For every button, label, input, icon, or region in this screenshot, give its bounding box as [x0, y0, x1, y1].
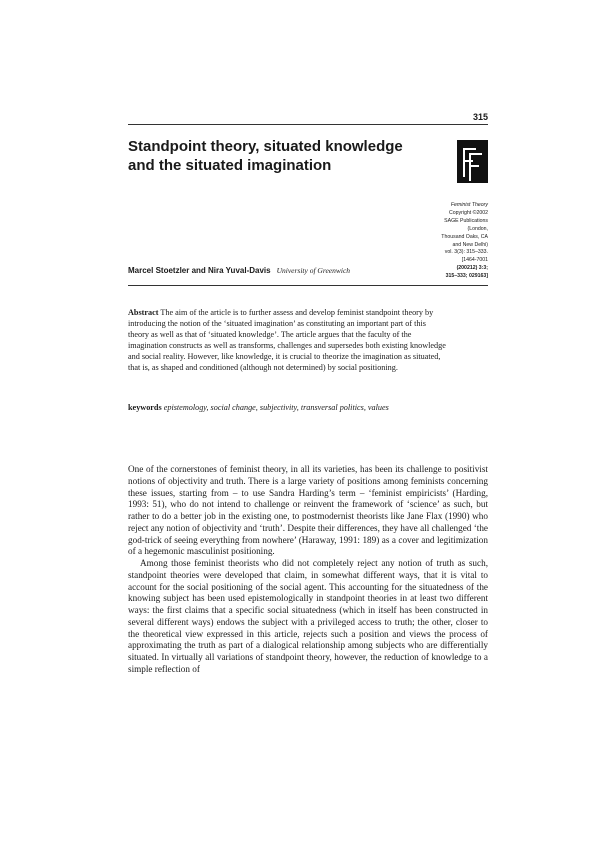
abstract: [128, 308, 448, 373]
publisher: SAGE Publications: [444, 217, 488, 224]
keywords-text: epistemology, social change, subjectivity, transversal politics, values: [163, 403, 389, 412]
body-text: [128, 464, 488, 676]
body-paragraph: One of the cornerstones of feminist theory, in all its varieties, has been its challenge to positivist notions of objectivity and truth. There is a large variety of positions among feminists concerning these issues, starting from – to use Sandra Harding’s term – ‘feminist empiricists’ (Harding, 1993: 51), who do not intend to challenge or reinvent the framework of ‘science’ as such, but rather to do a better job in the existing one, to postmodernist theorists like Jane Flax (1990) who reject any notion of objectivity and ‘truth’. Despite their differences, they have all challenged ‘the god-trick of seeing everything from nowhere’ (Haraway, 1991: 189) as a cover and legitimization of a hegemonic masculinist positioning.: [128, 464, 488, 557]
keywords: [128, 403, 458, 414]
location-line: Thousand Oaks, CA: [441, 233, 488, 240]
abstract-text: The aim of the article is to further assess and develop feminist standpoint theory by introducing the notion of the ‘situated imagination’ as constituting an important part of this theory as well as that of ‘situated knowledge’. The article argues that the faculty of the imagination constructs as well as transforms, challenges and supersedes both existing knowledge and social reality. However, like knowledge, it is crucial to theorize the imagination as situated, that is, as shaped and conditioned (although not determined) by social positioning.: [128, 308, 446, 372]
affiliation: University of Greenwich: [276, 266, 351, 275]
copyright: Copyright ©2002: [448, 209, 488, 216]
code-line: 315–333; 029163]: [445, 273, 488, 280]
header-bottom-rule: [128, 285, 488, 286]
issn: [1464-7001: [461, 257, 488, 264]
page-number: 315: [472, 112, 488, 122]
journal-name: Feminist Theory: [450, 202, 488, 208]
keywords-label: keywords: [128, 403, 162, 412]
body-paragraph: Among those feminist theorists who did not completely reject any notion of truth as such, standpoint theories were developed that claim, in somewhat different ways, that it is vital to account for the social positioning of the social agent. This accounting for the situatedness of the knowing subject has been used epistemologically in standpoint theories in at least two different ways: the first claims that a specific social situatedness (which in itself has been constructed in several different ways) endows the subject with a privileged access to truth; the other, closer to the theoretical view expressed in this article, rejects such a position and views the process of approximating the truth as part of a dialogical relationship among subjects who are differentially situated. In virtually all variations of standpoint theory, however, the reduction of knowledge to a simple reflection of: [128, 558, 488, 674]
location-line: and New Delhi): [452, 241, 488, 248]
code-line: (200212) 3:3;: [456, 265, 488, 272]
location-line: (London,: [467, 225, 488, 232]
volume: vol. 3(3): 315–333.: [444, 249, 488, 256]
author-line: [128, 266, 428, 275]
abstract-label: Abstract: [128, 308, 159, 317]
author-names: Marcel Stoetzler and Nira Yuval-Davis: [128, 266, 271, 275]
article-title: Standpoint theory, situated knowledge and the situated imagination: [128, 138, 403, 174]
ft-monogram-logo-icon: [457, 140, 488, 183]
header-rule: [128, 124, 488, 125]
